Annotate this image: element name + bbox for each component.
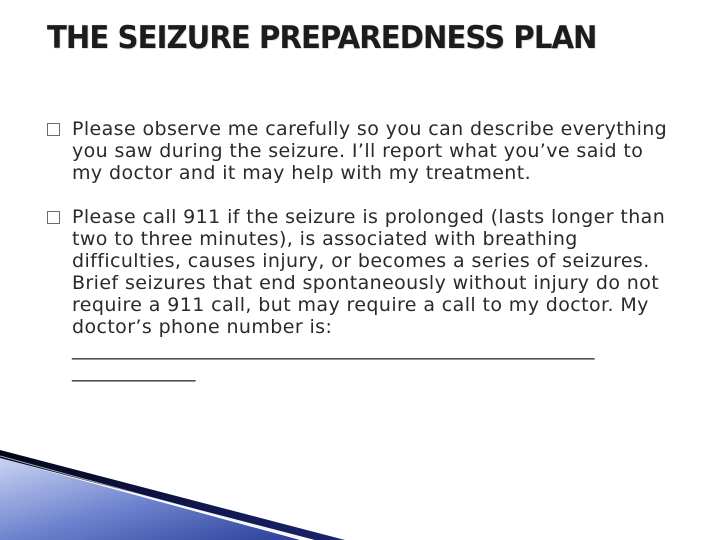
phone-number-blank-line-2: _____________ <box>72 360 196 382</box>
bullet-item-observe <box>47 118 677 184</box>
checkbox-bullet-icon <box>47 123 60 136</box>
bullet-item-call-911 <box>47 206 677 382</box>
phone-number-blank-line-1: _______________________________________________________ <box>72 338 595 360</box>
checkbox-bullet-icon <box>47 211 60 224</box>
bullet-text-call-911: Please call 911 if the seizure is prolonged (lasts longer than two to three minutes), is associated with breathing difficulties, causes injury, or becomes a series of seizures. Brief seizures that end spontaneously without injury do not require a 911 call, but may require a call to my doctor. My doctor’s phone number is: <box>72 206 666 338</box>
slide-title: THE SEIZURE PREPAREDNESS PLAN <box>47 20 597 56</box>
swoosh-blue-wedge <box>0 458 300 540</box>
bullet-text-observe: Please observe me carefully so you can describe everything you saw during the seizure. I’ll report what you’ve said to my doctor and it may help with my treatment. <box>72 118 668 184</box>
decorative-corner-swoosh <box>0 430 720 540</box>
bullet-list <box>47 118 677 382</box>
